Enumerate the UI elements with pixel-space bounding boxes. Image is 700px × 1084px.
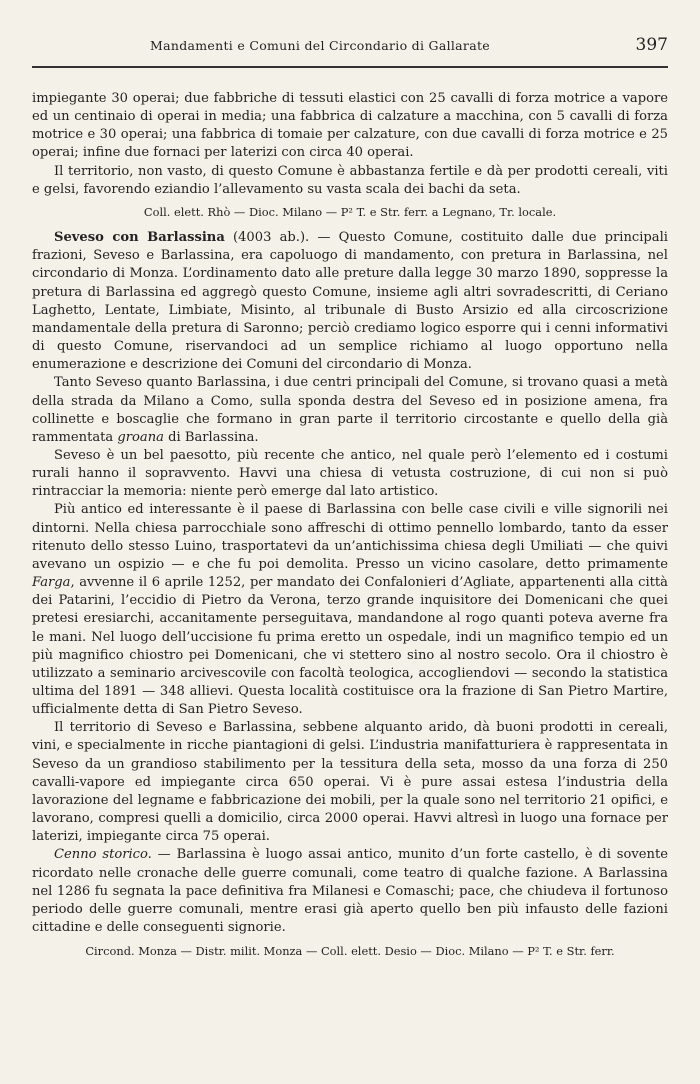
paragraph-territory: Il territorio, non vasto, di questo Comune è abbastanza fertile e dà per prodotti cereali, viti e gelsi, favorendo eziandio l’allevamento su vasta scala dei bachi da seta.	[32, 163, 668, 197]
paragraph-seveso-town: Seveso è un bel paesotto, più recente che antico, nel quale però l’elemento ed i costumi rurali hanno il sopravvento. Havvi una chiesa di vetusta costruzione, di cui non si può rintracciar la memoria: niente però emerge dal lato artistico.	[32, 447, 668, 500]
running-header	[32, 35, 668, 60]
page-number: 397	[635, 35, 668, 55]
running-title: Mandamenti e Comuni del Circondario di Gallarate	[150, 38, 490, 53]
paragraph-seveso-intro: Seveso con Barlassina (4003 ab.). — Questo Comune, costituito dalle due principali frazioni, Seveso e Barlassina, era capoluogo di mandamento, con pretura in Barlassina, nel circondario di Monza. L’ordinamento dato alle preture dalla legge 30 marzo 1890, soppresse la pretura di Barlassina ed aggregò questo Comune, insieme agli altri sovradescritti, di Ceriano Laghetto, Lentate, Limbiate, Misinto, al tribunale di Busto Arsizio ed alla circoscrizione mandamentale della pretura di Saronno; perciò crediamo logico esporre qui i cenni informativi di questo Comune, riservandoci ad un semplice richiamo al luogo opportuno nella enumerazione e descrizione dei Comuni del circondario di Monza.	[32, 230, 668, 373]
page-body	[32, 90, 668, 960]
header-rule	[32, 66, 668, 68]
paragraph-barlassina: Più antico ed interessante è il paese di Barlassina con belle case civili e ville signorili nei dintorni. Nella chiesa parrocchiale sono affreschi di ottimo pennello lombardo, tanto da esser ritenuto dello stesso Luino, trasportatevi da un’antichissima chiesa degli Umiliati — che quivi avevano un ospizio — e che fu poi demolita. Presso un vicino casolare, detto primamente Farga, avvenne il 6 aprile 1252, per mandato dei Confalonieri d’Agliate, appartenenti alla città dei Patarini, l’eccidio di Pietro da Verona, terzo grande inquisitore dei Domenicani che quei pretesi eresiarchi, accanitamente perseguitava, mandandone al rogo quanti poteva averne fra le mani. Nel luogo dell’uccisione fu prima eretto un ospedale, indi un magnifico tempio ed un più magnifico chiostro pei Domenicani, che vi stettero sino al nostro secolo. Ora il chiostro è utilizzato a seminario arcivescovile con facoltà teologica, accogliendovi — secondo la statistica ultima del 1891 — 348 allievi. Questa località costituisce ora la frazione di San Pietro Martire, ufficialmente detta di San Pietro Seveso.	[32, 502, 668, 718]
entry-title: Seveso con Barlassina	[54, 230, 225, 246]
admin-info-rho: Coll. elett. Rhò — Dioc. Milano — P² T. e Str. ferr. a Legnano, Tr. locale.	[143, 204, 557, 219]
admin-info-monza: Circond. Monza — Distr. milit. Monza — Coll. elett. Desio — Dioc. Milano — P² T. e Str. ferr.	[85, 944, 615, 959]
paragraph-industry: Il territorio di Seveso e Barlassina, sebbene alquanto arido, dà buoni prodotti in cereali, vini, e specialmente in ricche piantagioni di gelsi. L’industria manifatturiera è rappresentata in Seveso da un grandioso stabilimento per la tessitura della seta, mosso da una forza di 250 cavalli-vapore ed impiegante circa 650 operai. Vi è pure assai estesa l’industria della lavorazione del legname e fabbricazione dei mobili, per la quale sono nel territorio 21 opifici, e lavorano, compresi quelli a domicilio, circa 2000 operai. Havvi altresì in luogo una fornace per laterizi, impiegante circa 75 operai.	[32, 720, 668, 845]
paragraph-history: Cenno storico. — Barlassina è luogo assai antico, munito d’un forte castello, è di sovente ricordato nelle cronache delle guerre comunali, come teatro di qualche fazione. A Barlassina nel 1286 fu segnata la pace definitiva fra Milanesi e Comaschi; pace, che chiudeva il fortunoso periodo delle guerre comunali, mentre erasi già aperto quello ben più infausto delle fazioni cittadine e delle conseguenti signorie.	[32, 847, 669, 936]
paragraph-location: Tanto Seveso quanto Barlassina, i due centri principali del Comune, si trovano quasi a metà della strada da Milano a Como, sulla sponda destra del Seveso ed in posizione amena, fra collinette e boscaglie che formano in gran parte il territorio circostante e quello della già rammentata groana di Barlassina.	[32, 375, 668, 445]
paragraph-continuation: impiegante 30 operai; due fabbriche di tessuti elastici con 25 cavalli di forza motrice a vapore ed un centinaio di operai in media; una fabbrica di calzature a macchina, con 5 cavalli di forza motrice e 30 operai; una fabbrica di tomaie per calzature, con due cavalli di forza motrice e 25 operai; infine due fornaci per laterizi con circa 40 operai.	[32, 91, 668, 161]
